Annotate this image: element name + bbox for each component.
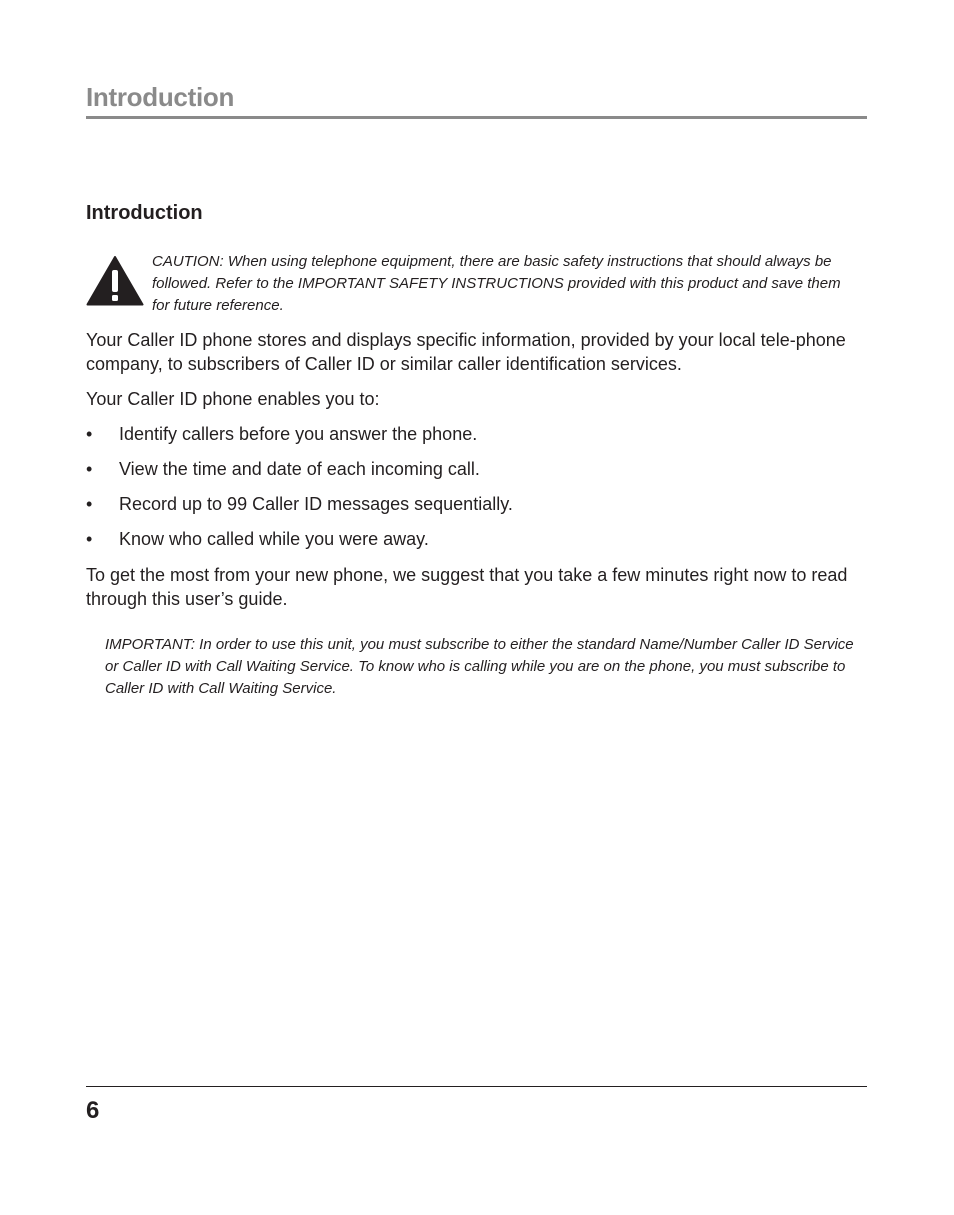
section-heading: Introduction — [86, 202, 203, 224]
page-header-title: Introduction — [86, 82, 235, 112]
bullet: • — [86, 494, 93, 514]
list-item — [86, 527, 866, 562]
page-number: 6 — [86, 1097, 100, 1124]
intro-paragraph: Your Caller ID phone stores and displays specific information, provided by your local tele-phone company, to subscribers of Caller ID or similar caller identification services. — [86, 330, 846, 374]
header-divider — [86, 116, 867, 119]
list-item-text: View the time and date of each incoming call. — [119, 459, 480, 479]
list-item — [86, 422, 866, 457]
footer-divider — [86, 1086, 867, 1087]
bullet: • — [86, 424, 93, 444]
list-item — [86, 492, 866, 527]
list-item-text: Record up to 99 Caller ID messages sequentially. — [119, 494, 513, 514]
list-item — [86, 457, 866, 492]
warning-triangle-icon — [86, 255, 144, 307]
bullet: • — [86, 459, 93, 479]
caution-note: CAUTION: When using telephone equipment, there are basic safety instructions that should always be followed. Refer to the IMPORTANT SAFETY INSTRUCTIONS provided with this product and save them for future reference. — [152, 253, 841, 314]
feature-list — [86, 422, 866, 562]
list-item-text: Identify callers before you answer the phone. — [119, 424, 478, 444]
bullet: • — [86, 529, 93, 549]
guide-paragraph: To get the most from your new phone, we suggest that you take a few minutes right now to read through this user’s guide. — [86, 565, 848, 609]
important-note: IMPORTANT: In order to use this unit, you must subscribe to either the standard Name/Number Caller ID Service or Caller ID with Call Waiting Service. To know who is calling while you are on the phone, you must subscribe to Caller ID with Call Waiting Service. — [105, 636, 854, 697]
list-item-text: Know who called while you were away. — [119, 529, 429, 549]
features-intro: Your Caller ID phone enables you to: — [86, 389, 380, 409]
